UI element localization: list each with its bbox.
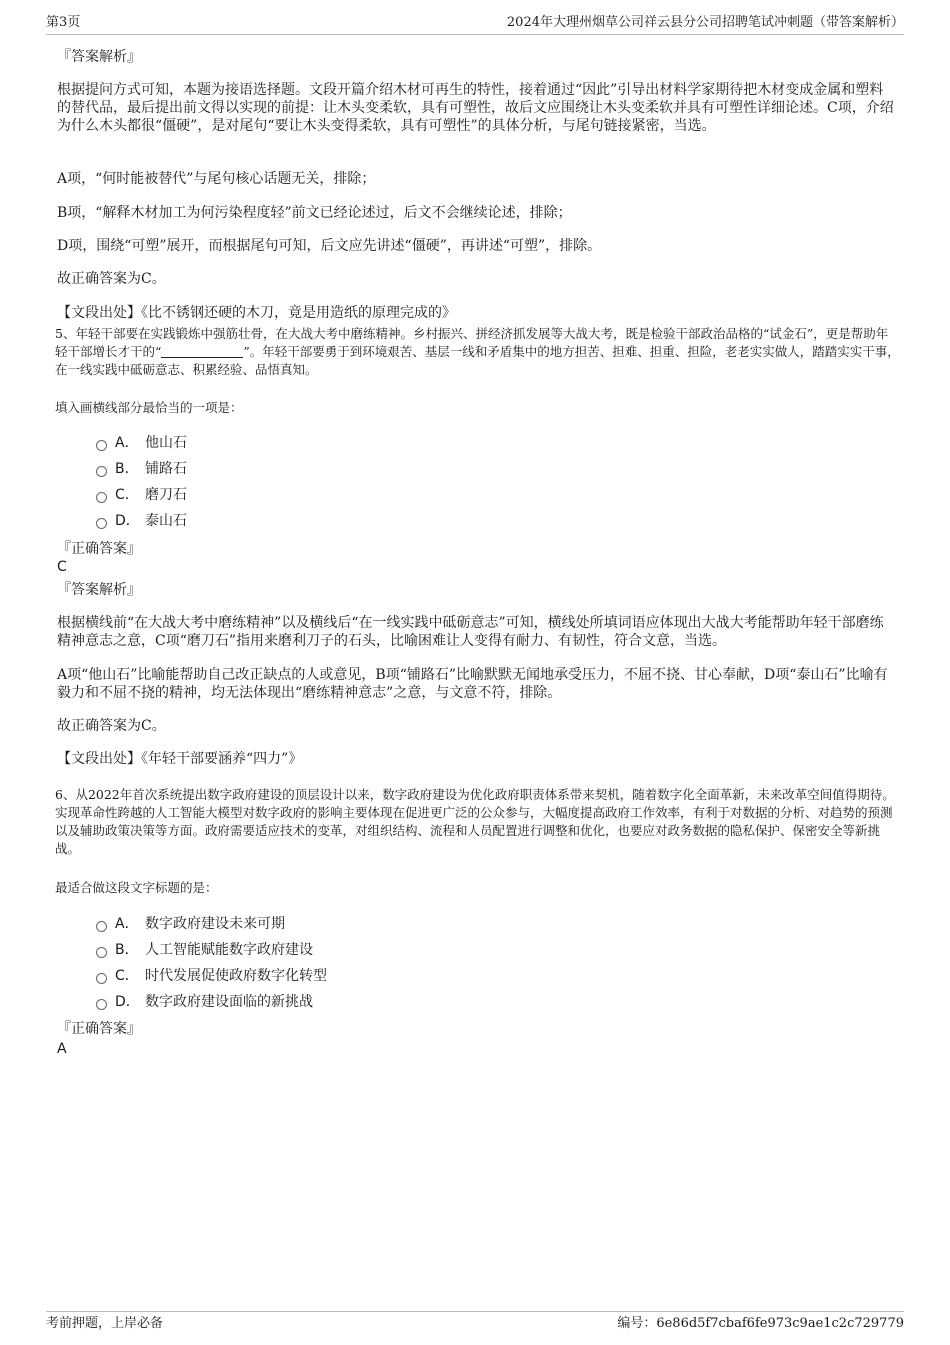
q5-option-d[interactable]: D． 泰山石 <box>96 512 187 530</box>
q5-correct-answer: C <box>57 559 67 575</box>
q6-correct-answer: A <box>57 1041 67 1057</box>
q5-stem-before: 5、年轻干部要在实践锻炼中强筋壮骨，在大战大考中磨练精神。乡村振兴、拼经济抓发展等大战大考，既是检验干部政治品格的“试金石”，更是帮助年轻干部增长才干的“ <box>55 326 889 359</box>
q5-source: 【文段出处】《年轻干部要涵养“四力”》 <box>57 751 303 767</box>
document-title: 2024年大理州烟草公司祥云县分公司招聘笔试冲刺题（带答案解析） <box>506 15 904 30</box>
q5-stem <box>55 325 900 379</box>
q5-option-b[interactable]: B． 铺路石 <box>96 460 187 478</box>
q5-prompt: 填入画横线部分最恰当的一项是： <box>55 400 243 415</box>
document-id: 编号：6e86d5f7cbaf6fe973c9ae1c2c729779 <box>617 1316 904 1331</box>
q5-analysis-paragraph-1: 根据横线前“在大战大考中磨练精神”以及横线后“在一线实践中砥砺意志”可知，横线处所填词语应体现出大战大考能帮助年轻干部磨练精神意志之意，C项“磨刀石”指用来磨利刀子的石头，比喻困难让人变得有耐力、有韧性，符合文意，当选。 <box>57 615 884 649</box>
radio-icon[interactable] <box>96 947 107 958</box>
q5-correct-label: 『正确答案』 <box>57 541 141 557</box>
radio-icon[interactable] <box>96 466 107 477</box>
q6-correct-label: 『正确答案』 <box>57 1021 141 1037</box>
q4-analysis-option-a: A项，“何时能被替代”与尾句核心话题无关，排除； <box>57 171 376 187</box>
radio-icon[interactable] <box>96 921 107 932</box>
q6-prompt: 最适合做这段文字标题的是： <box>55 880 218 895</box>
radio-icon[interactable] <box>96 440 107 451</box>
footer-slogan: 考前押题，上岸必备 <box>46 1316 164 1331</box>
q5-conclusion: 故正确答案为C。 <box>57 718 166 734</box>
q6-option-c[interactable]: C． 时代发展促使政府数字化转型 <box>96 967 327 985</box>
q5-analysis-paragraph-2: A项“他山石”比喻能帮助自己改正缺点的人或意见，B项“铺路石”比喻默默无闻地承受压力，不屈不挠、甘心奉献，D项“泰山石”比喻有毅力和不屈不挠的精神，均无法体现出“磨练精神意志”之意，与文意不符，排除。 <box>57 667 888 701</box>
q5-analysis-label: 『答案解析』 <box>57 582 141 598</box>
q4-source: 【文段出处】《比不锈钢还硬的木刀，竟是用造纸的原理完成的》 <box>57 305 456 321</box>
q4-analysis-paragraph: 根据提问方式可知，本题为接语选择题。文段开篇介绍木材可再生的特性，接着通过“因此”引导出材料学家期待把木材变成金属和塑料的替代品，最后提出前文得以实现的前提：让木头变柔软，具有可塑性，故后文应围绕让木头变柔软并具有可塑性详细论述。C项，介绍为什么木头都很“僵硬”，是对尾句“要让木头变得柔软，具有可塑性”的具体分析，与尾句链接紧密，当选。 <box>57 82 894 134</box>
q5-option-c[interactable]: C． 磨刀石 <box>96 486 187 504</box>
q4-analysis-option-d: D项，围绕“可塑”展开，而根据尾句可知，后文应先讲述“僵硬”，再讲述“可塑”，排除。 <box>57 238 602 254</box>
q5-option-a[interactable]: A． 他山石 <box>96 434 187 452</box>
q5-blank <box>161 345 243 358</box>
radio-icon[interactable] <box>96 999 107 1010</box>
q4-analysis-label: 『答案解析』 <box>57 49 141 65</box>
radio-icon[interactable] <box>96 492 107 503</box>
radio-icon[interactable] <box>96 973 107 984</box>
q6-option-a[interactable]: A． 数字政府建设未来可期 <box>96 915 285 933</box>
q6-option-d[interactable]: D． 数字政府建设面临的新挑战 <box>96 993 313 1011</box>
q4-analysis-option-b: B项，“解释木材加工为何污染程度轻”前文已经论述过，后文不会继续论述，排除； <box>57 205 572 221</box>
page-number: 第3页 <box>46 15 81 30</box>
page-header <box>46 14 904 35</box>
q5-stem-after: ”。年轻干部要勇于到环境艰苦、基层一线和矛盾集中的地方担苦、担难、担重、担险，老老实实做人，踏踏实实干事，在一线实践中砥砺意志、积累经验、品悟真知。 <box>55 344 900 377</box>
q4-conclusion: 故正确答案为C。 <box>57 271 166 287</box>
radio-icon[interactable] <box>96 518 107 529</box>
q6-stem: 6、从2022年首次系统提出数字政府建设的顶层设计以来，数字政府建设为优化政府职责体系带来契机，随着数字化全面革新，未来改革空间值得期待。实现革命性跨越的人工智能大模型对数字政府的影响主要体现在促进更广泛的公众参与，大幅度提高政府工作效率，有利于对数据的分析、对趋势的预测以及辅助政策决策等方面。政府需要适应技术的变革，对组织结构、流程和人员配置进行调整和优化，也要应对政务数据的隐私保护、保密安全等新挑战。 <box>55 787 895 856</box>
page-footer <box>46 1311 904 1334</box>
q6-option-b[interactable]: B． 人工智能赋能数字政府建设 <box>96 941 313 959</box>
